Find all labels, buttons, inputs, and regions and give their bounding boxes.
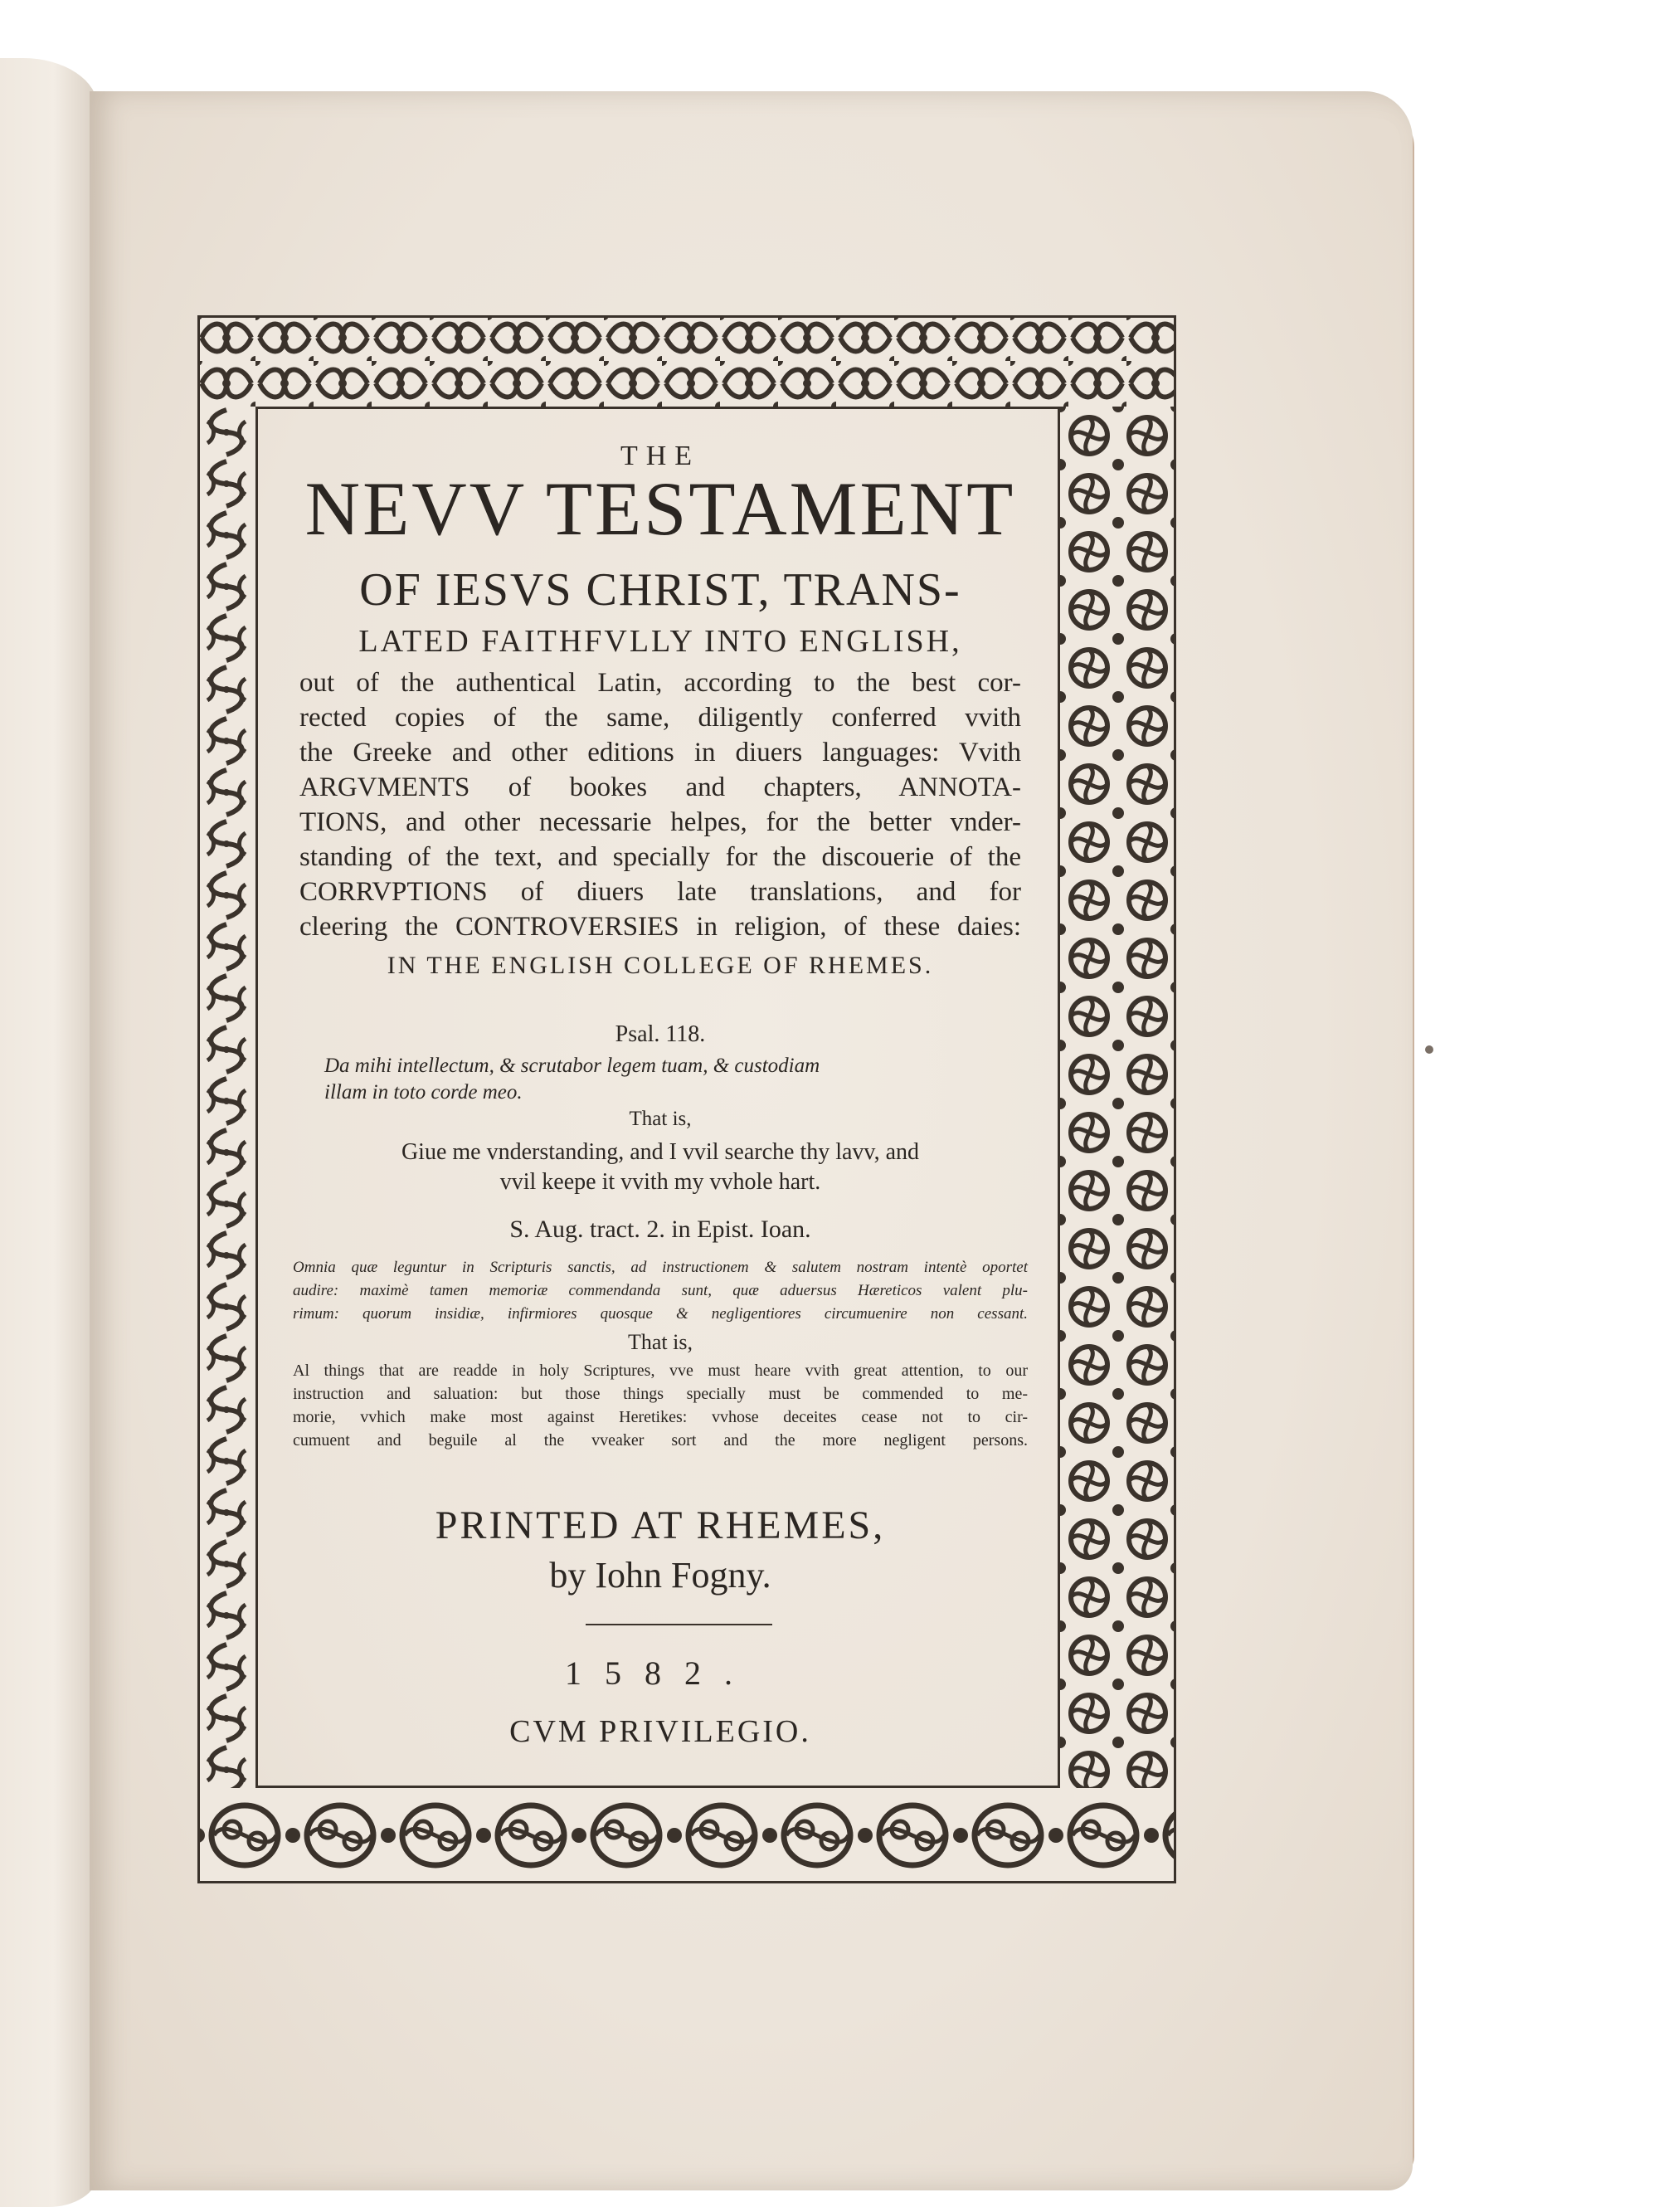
border-left-ornament bbox=[197, 407, 255, 1788]
psalm-latin-line: Da mihi intellectum, & scrutabor legem tuam, & custodiam bbox=[324, 1055, 820, 1077]
paper-spot bbox=[1425, 1045, 1433, 1054]
title-page bbox=[90, 91, 1413, 2190]
imprint-place: PRINTED AT RHEMES, bbox=[435, 1503, 886, 1547]
title-line-2: OF IESVS CHRIST, TRANS- bbox=[359, 564, 961, 616]
description-line: ARGVMENTS of bookes and chapters, ANNOTA- bbox=[299, 772, 1021, 802]
augustine-reference: S. Aug. tract. 2. in Epist. Ioan. bbox=[509, 1216, 811, 1243]
title-main: NEVV TESTAMENT bbox=[304, 466, 1016, 551]
border-top-ornament bbox=[197, 315, 1176, 407]
ornamental-border bbox=[197, 315, 1176, 1883]
title-text-block bbox=[255, 407, 1060, 1788]
augustine-english-line: morie, vvhich make most against Heretikes: vvhose deceites cease not to cir- bbox=[293, 1408, 1028, 1426]
psalm-latin-line: illam in toto corde meo. bbox=[324, 1081, 523, 1104]
title-line-3: LATED FAITHFVLLY INTO ENGLISH, bbox=[358, 624, 962, 659]
description-line: cleering the CONTROVERSIES in religion, of these daies: bbox=[299, 912, 1021, 942]
that-is-label: That is, bbox=[629, 1108, 692, 1130]
augustine-english-line: cumuent and beguile al the vveaker sort and the more negligent persons. bbox=[293, 1431, 1028, 1449]
border-right-ornament bbox=[1060, 407, 1176, 1788]
facing-page-edge bbox=[0, 58, 98, 2207]
college-line: IN THE ENGLISH COLLEGE OF RHEMES. bbox=[387, 952, 934, 979]
augustine-latin-line: rimum: quorum insidiæ, infirmiores quosque & negligentiores circumuenire non cessant. bbox=[293, 1305, 1028, 1323]
border-bottom-ornament bbox=[197, 1788, 1176, 1883]
privilege-line: CVM PRIVILEGIO. bbox=[509, 1714, 811, 1749]
title-the: THE bbox=[620, 441, 701, 471]
imprint-printer: by Iohn Fogny. bbox=[549, 1555, 771, 1596]
description-line: rected copies of the same, diligently conferred vvith bbox=[299, 703, 1021, 733]
imprint-year: 1582. bbox=[565, 1654, 756, 1692]
description-line: standing of the text, and specially for the discouerie of the bbox=[299, 842, 1021, 872]
augustine-latin-line: Omnia quæ leguntur in Scripturis sanctis, ad instructionem & salutem nostram intentè oportet bbox=[293, 1259, 1028, 1276]
that-is-label: That is, bbox=[628, 1330, 693, 1354]
psalm-reference: Psal. 118. bbox=[615, 1021, 706, 1047]
description-line: the Greeke and other editions in diuers languages: Vvith bbox=[299, 738, 1021, 767]
augustine-english-line: Al things that are readde in holy Scriptures, vve must heare vvith great attention, to our bbox=[293, 1362, 1028, 1380]
description-line: CORRVPTIONS of diuers late translations, and for bbox=[299, 877, 1021, 907]
psalm-english-line: Giue me vnderstanding, and I vvil searche thy lavv, and bbox=[401, 1139, 920, 1165]
description-line: out of the authentical Latin, according to the best cor- bbox=[299, 668, 1021, 698]
description-line: TIONS, and other necessarie helpes, for the better vnder- bbox=[299, 807, 1021, 837]
divider-rule bbox=[586, 1624, 772, 1625]
augustine-latin-line: audire: maximè tamen memoriæ commendanda sunt, quæ aduersus Hæreticos valent plu- bbox=[293, 1282, 1028, 1299]
psalm-english-line: vvil keepe it vvith my vvhole hart. bbox=[499, 1169, 821, 1195]
augustine-english-line: instruction and saluation: but those things specially must be commended to me- bbox=[293, 1385, 1028, 1403]
